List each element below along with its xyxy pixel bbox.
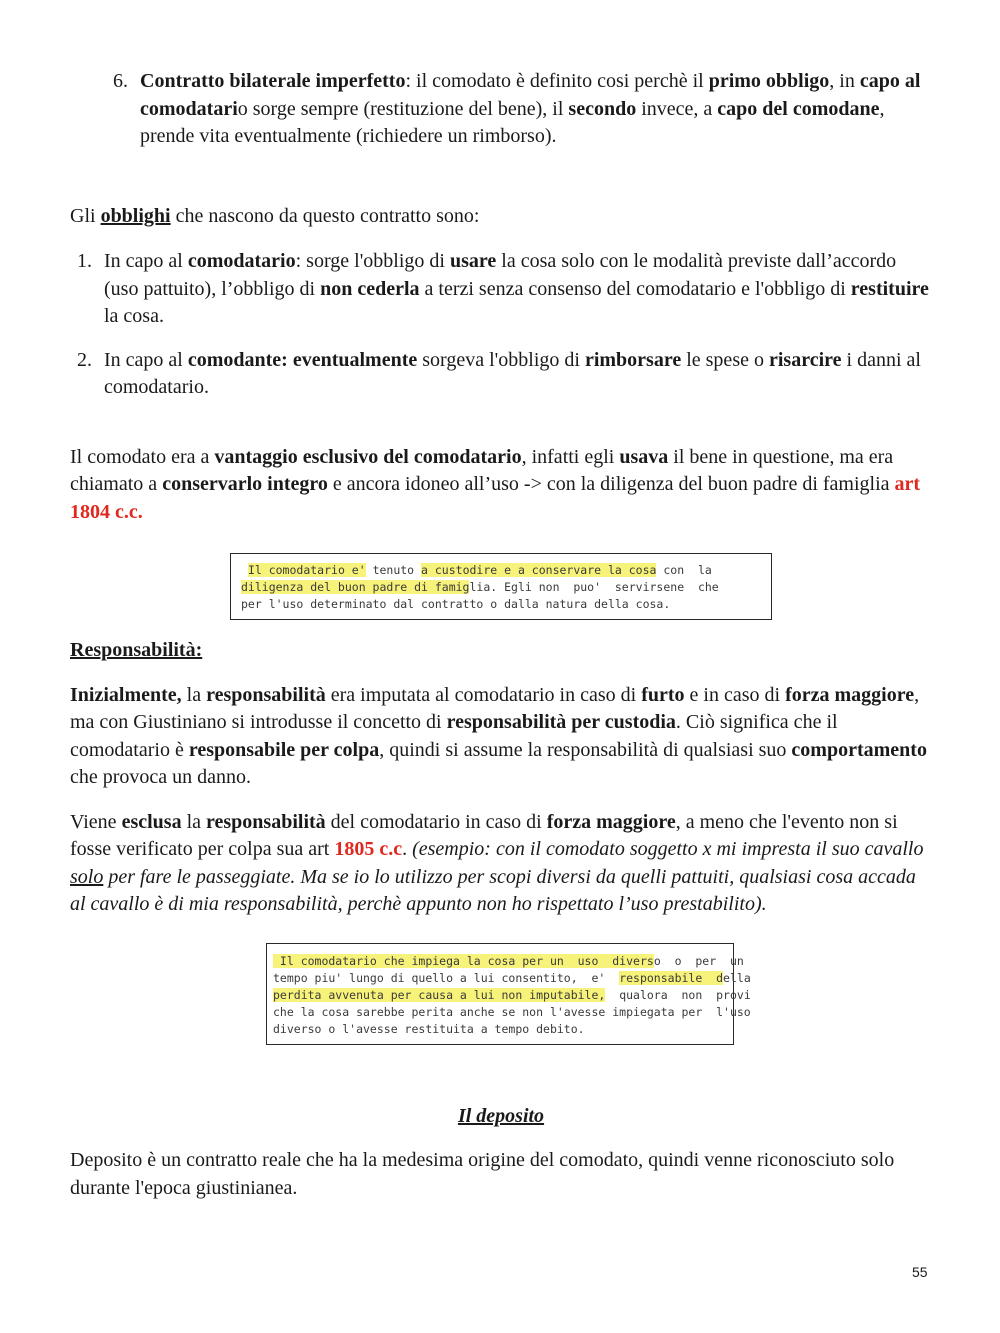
- obblighi-intro: Gli obblighi che nascono da questo contratto sono:: [70, 204, 480, 227]
- list-item-text: Contratto bilaterale imperfetto: il comodato è definito cosi perchè il primo obbligo, in capo al comodatario sorge sempre (restituzione del bene), il secondo invece, a capo del comodane, prende vita eventualmente (richiedere un rimborso).: [140, 70, 921, 147]
- highlight: diligenza del buon padre di famig: [241, 580, 470, 594]
- highlight: Il comodatario che impiega la cosa per un uso divers: [273, 953, 654, 968]
- highlight: responsabile d: [619, 970, 724, 985]
- list-item: [70, 347, 932, 402]
- code-excerpt-art-1804: Il comodatario e' tenuto a custodire e a conservare la cosa con la diligenza del buon padre di famiglia. Egli non puo' servirsene che per l'uso determinato dal contratto o dalla natura della cosa.: [230, 553, 772, 620]
- highlight: perdita avvenuta per causa a lui non imputabile,: [273, 987, 606, 1002]
- list-number: 6.: [113, 70, 128, 92]
- section-heading-deposito: Il deposito: [457, 1104, 545, 1127]
- document-page: [70, 68, 932, 1202]
- article-reference: 1805 c.c: [334, 838, 403, 860]
- vantaggio-paragraph: Il comodato era a vantaggio esclusivo del comodatario, infatti egli usava il bene in questione, ma era chiamato a conservarlo integro e ancora idoneo all’uso -> con la diligenza del buon padre di famiglia art 1804 c.c.: [70, 445, 921, 523]
- list-item: [70, 248, 932, 331]
- list-continued: [70, 68, 932, 151]
- highlight: a custodire e a conservare la cosa: [421, 563, 657, 577]
- responsabilita-paragraph-2: Viene esclusa la responsabilità del comodatario in caso di forza maggiore, a meno che l'evento non si fosse verificato per colpa sua art 1805 c.c. (esempio: con il comodato soggetto x mi impresta il suo cavallo solo per fare le passeggiate. Ma se io lo utilizzo per scopi diversi da quelli pattuiti, qualsiasi cosa accada al cavallo è di mia responsabilità, perchè appunto non ho rispettato l’uso prestabilito).: [70, 810, 924, 915]
- obblighi-list: [70, 248, 932, 402]
- page-number: 55: [912, 1264, 928, 1280]
- section-heading-responsabilita: Responsabilità:: [70, 639, 203, 661]
- highlight: Il comodatario e': [247, 563, 366, 577]
- deposito-paragraph: Deposito è un contratto reale che ha la medesima origine del comodato, quindi venne riconosciuto solo durante l'epoca giustinianea.: [70, 1149, 895, 1199]
- code-excerpt-art-1805: Il comodatario che impiega la cosa per un uso diverso o per un tempo piu' lungo di quello a lui consentito, e' responsabile della perdita avvenuta per causa a lui non imputabile, qualora non provi che la cosa sarebbe perita anche se non l'avesse impiegata per l'uso diverso o l'avesse restituita a tempo debito.: [266, 943, 734, 1045]
- article-reference: art 1804 c.c.: [70, 473, 921, 523]
- list-item-6: [82, 68, 932, 151]
- list-item-text: In capo al comodatario: sorge l'obbligo di usare la cosa solo con le modalità previste dall’accordo (uso pattuito), l’obbligo di non cederla a terzi senza consenso del comodatario e l'obbligo di restituire la cosa.: [104, 250, 929, 327]
- list-number: 1.: [77, 250, 92, 272]
- list-number: 2.: [77, 348, 92, 371]
- responsabilita-paragraph-1: Inizialmente, la responsabilità era imputata al comodatario in caso di furto e in caso di forza maggiore, ma con Giustiniano si introdusse il concetto di responsabilità per custodia. Ciò significa che il comodatario è responsabile per colpa, quindi si assume la responsabilità di qualsiasi suo comportamento che provoca un danno.: [70, 683, 927, 788]
- list-item-text: In capo al comodante: eventualmente sorgeva l'obbligo di rimborsare le spese o risarcire i danni al comodatario.: [104, 348, 921, 398]
